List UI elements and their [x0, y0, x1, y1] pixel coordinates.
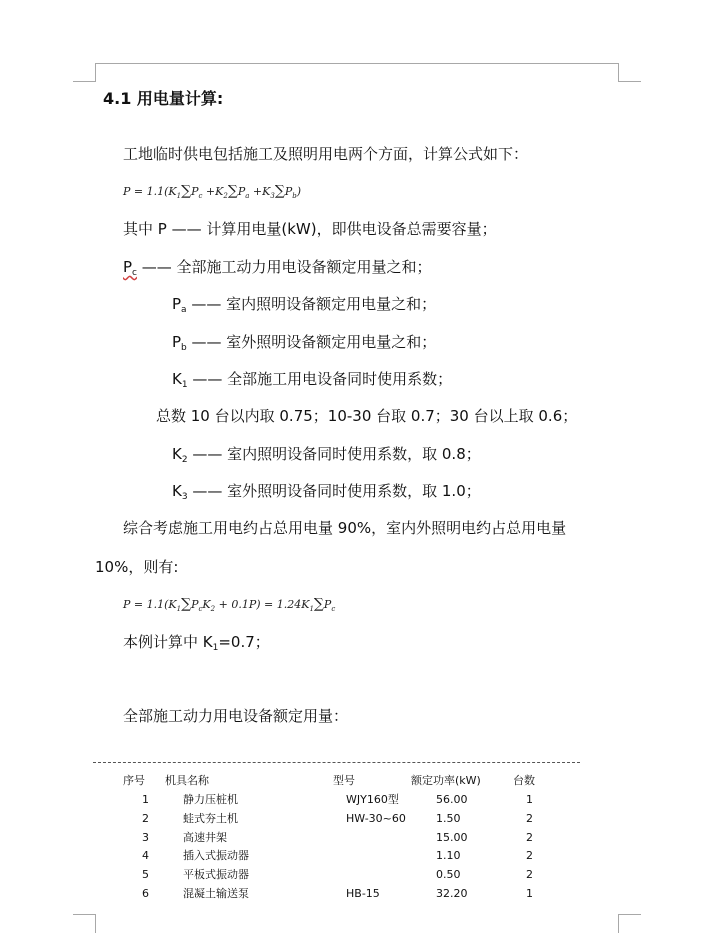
table-cell-index: 2 — [142, 812, 149, 825]
formula-main: $P = 1.1(K_1\sum P_c +K_2\sum P_a +K_3\sum P_b)$ — [123, 183, 302, 201]
formula-simplified: $P = 1.1(K_1\sum P_cK_2 + 0.1P) = 1.24K_1\sum P_c$ — [123, 596, 336, 614]
definition-k2: $K_2$ —— 室内照明设备同时使用系数，取 0.8； — [172, 445, 481, 465]
margin-corner-bottom-right — [618, 914, 641, 933]
k1-values: 总数 10 台以内取 0.75；10-30 台取 0.7；30 台以上取 0.6； — [156, 407, 578, 425]
definition-p: 其中 P —— 计算用电量(kW)，即供电设备总需要容量； — [123, 220, 497, 238]
intro-paragraph: 工地临时供电包括施工及照明用电两个方面，计算公式如下： — [123, 145, 529, 163]
table-header-count: 台数 — [513, 774, 535, 787]
table-cell-count: 2 — [526, 812, 533, 825]
table-cell-model: HB-15 — [346, 887, 380, 900]
summary-line-2: 10%，则有: — [95, 558, 179, 576]
margin-corner-bottom-left — [73, 914, 96, 933]
table-dashed-rule — [93, 762, 580, 763]
table-cell-power: 0.50 — [436, 868, 461, 881]
table-cell-index: 3 — [142, 831, 149, 844]
definition-pc: $P_c$ —— 全部施工动力用电设备额定用量之和； — [123, 258, 432, 278]
table-cell-count: 1 — [526, 793, 533, 806]
definition-k1: $K_1$ —— 全部施工用电设备同时使用系数； — [172, 370, 453, 390]
table-intro: 全部施工动力用电设备额定用量： — [123, 707, 349, 725]
table-cell-power: 56.00 — [436, 793, 468, 806]
table-cell-index: 1 — [142, 793, 149, 806]
table-cell-power: 32.20 — [436, 887, 468, 900]
table-cell-name: 高速井架 — [183, 831, 227, 844]
table-cell-index: 6 — [142, 887, 149, 900]
table-header-power: 额定功率(kW) — [411, 774, 481, 787]
table-cell-name: 蛙式夯土机 — [183, 812, 238, 825]
table-cell-name: 平板式振动器 — [183, 868, 249, 881]
table-cell-name: 插入式振动器 — [183, 849, 249, 862]
table-cell-model: HW-30~60 — [346, 812, 406, 825]
table-cell-index: 5 — [142, 868, 149, 881]
header-rule — [95, 63, 618, 64]
table-cell-name: 静力压桩机 — [183, 793, 238, 806]
table-cell-model: WJY160型 — [346, 793, 399, 806]
definition-k3: $K_3$ —— 室外照明设备同时使用系数，取 1.0； — [172, 482, 481, 502]
section-heading: 4.1 用电量计算: — [103, 89, 224, 108]
table-header-name: 机具名称 — [165, 774, 209, 787]
table-header-model: 型号 — [333, 774, 355, 787]
definition-pa: $P_a$ —— 室内照明设备额定用电量之和； — [172, 295, 437, 315]
table-cell-count: 2 — [526, 849, 533, 862]
table-cell-name: 混凝土输送泵 — [183, 887, 249, 900]
summary-line-1: 综合考虑施工用电约占总用电量 90%，室内外照明电约占总用电量 — [123, 519, 567, 537]
table-cell-power: 1.10 — [436, 849, 461, 862]
example-k1: 本例计算中 $K_1=0.7$； — [123, 633, 270, 653]
margin-corner-top-left — [73, 63, 96, 82]
margin-corner-top-right — [618, 63, 641, 82]
table-header-index: 序号 — [123, 774, 145, 787]
table-cell-count: 2 — [526, 831, 533, 844]
table-cell-index: 4 — [142, 849, 149, 862]
table-cell-power: 1.50 — [436, 812, 461, 825]
definition-pb: $P_b$ —— 室外照明设备额定用电量之和； — [172, 333, 437, 353]
table-cell-count: 1 — [526, 887, 533, 900]
table-cell-count: 2 — [526, 868, 533, 881]
table-cell-power: 15.00 — [436, 831, 468, 844]
